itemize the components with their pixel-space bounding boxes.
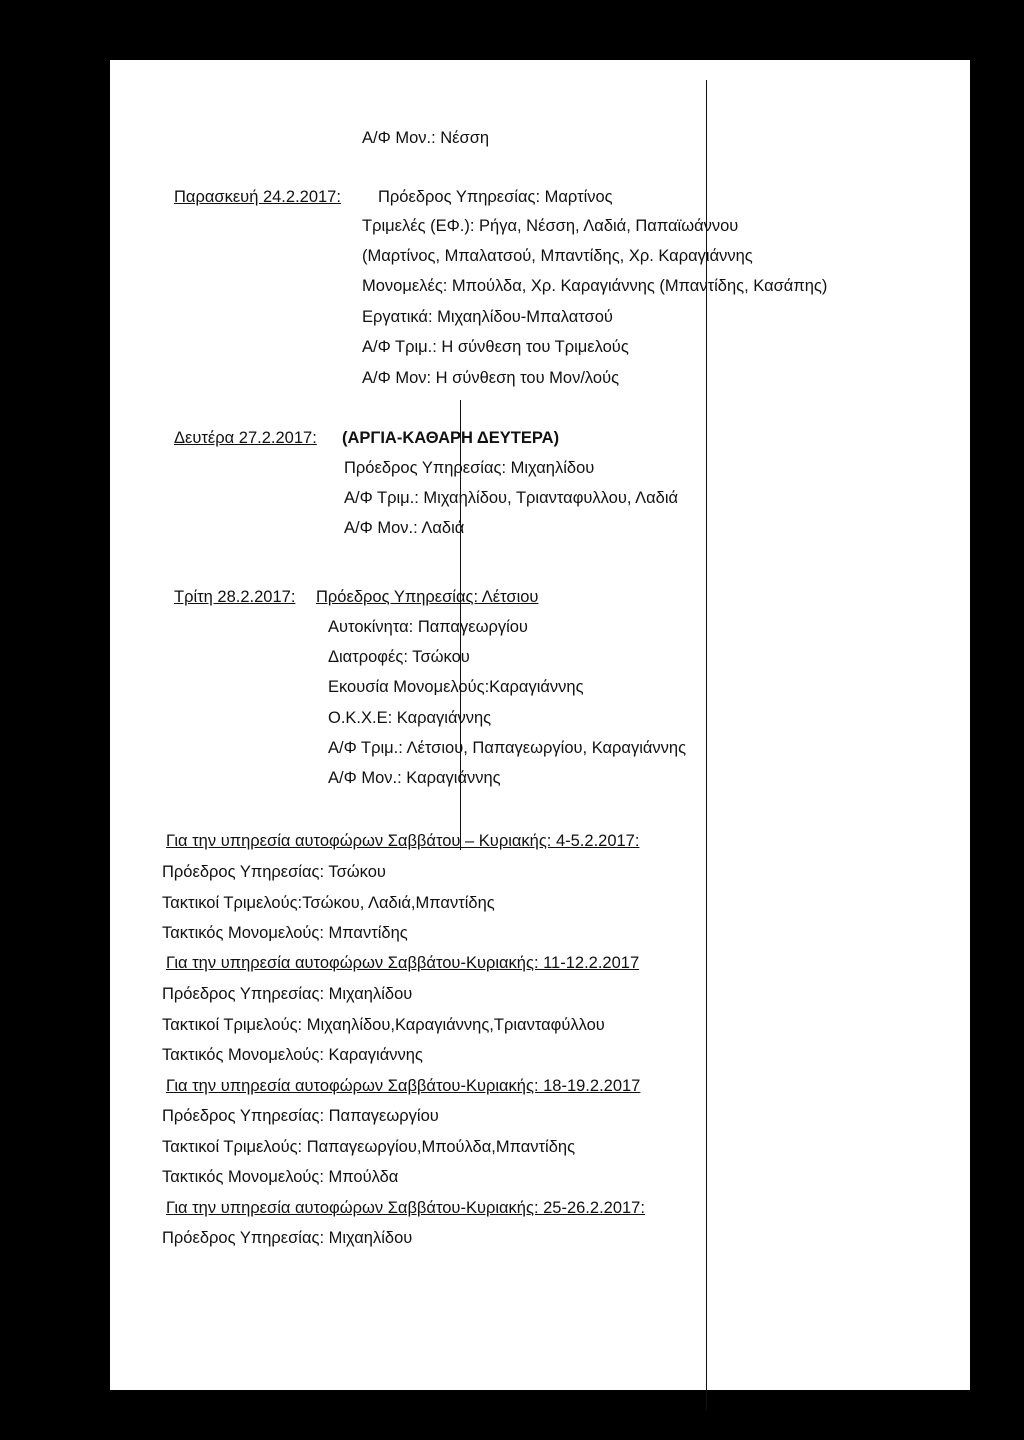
weekend-monomeles: Τακτικός Μονομελούς: Μπαντίδης (162, 924, 408, 942)
tuesday-date: Τρίτη 28.2.2017: (174, 588, 296, 606)
document-page (110, 60, 970, 1390)
tuesday-voluntary: Εκουσία Μονομελούς:Καραγιάννης (328, 678, 584, 696)
weekend-heading: Για την υπηρεσία αυτοφώρων Σαββάτου-Κυριακής: 25-26.2.2017: (166, 1199, 645, 1217)
tuesday-cars: Αυτοκίνητα: Παπαγεωργίου (328, 618, 528, 636)
tuesday-alimony: Διατροφές: Τσώκου (328, 648, 470, 666)
friday-af-trim: Α/Φ Τριμ.: Η σύνθεση του Τριμελούς (362, 338, 629, 356)
tuesday-president: Πρόεδρος Υπηρεσίας: Λέτσιου (316, 588, 539, 606)
weekend-trimeles: Τακτικοί Τριμελούς:Τσώκου, Λαδιά,Μπαντίδης (162, 894, 495, 912)
monday-af-trim: Α/Φ Τριμ.: Μιχαηλίδου, Τριανταφυλλου, Λαδιά (344, 489, 679, 507)
friday-trimeles-cont: (Μαρτίνος, Μπαλατσού, Μπαντίδης, Χρ. Καραγιάννης (362, 247, 753, 265)
tuesday-af-trim: Α/Φ Τριμ.: Λέτσιου, Παπαγεωργίου, Καραγιάννης (328, 739, 687, 757)
header-line: Α/Φ Μον.: Νέσση (362, 129, 490, 147)
monday-holiday: (ΑΡΓΙΑ-ΚΑΘΑΡΗ ΔΕΥΤΕΡΑ) (342, 429, 560, 447)
weekend-president: Πρόεδρος Υπηρεσίας: Μιχαηλίδου (162, 985, 413, 1003)
friday-president: Πρόεδρος Υπηρεσίας: Μαρτίνος (378, 188, 613, 206)
weekend-heading: Για την υπηρεσία αυτοφώρων Σαββάτου – Κυριακής: 4-5.2.2017: (166, 832, 640, 850)
friday-af-mon: Α/Φ Μον: Η σύνθεση του Μον/λούς (362, 369, 620, 387)
weekend-monomeles: Τακτικός Μονομελούς: Καραγιάννης (162, 1046, 423, 1064)
friday-monomeles: Μονομελές: Μπούλδα, Χρ. Καραγιάννης (Μπαντίδης, Κασάπης) (362, 277, 828, 295)
monday-date: Δευτέρα 27.2.2017: (174, 429, 317, 447)
weekend-heading: Για την υπηρεσία αυτοφώρων Σαββάτου-Κυριακής: 18-19.2.2017 (166, 1077, 641, 1095)
tuesday-okxe: Ο.Κ.Χ.Ε: Καραγιάννης (328, 709, 492, 727)
friday-trimeles: Τριμελές (ΕΦ.): Ρήγα, Νέσση, Λαδιά, Παπαϊωάννου (362, 217, 739, 235)
weekend-heading: Για την υπηρεσία αυτοφώρων Σαββάτου-Κυριακής: 11-12.2.2017 (166, 954, 640, 972)
weekend-monomeles: Τακτικός Μονομελούς: Μπούλδα (162, 1168, 399, 1186)
weekend-trimeles: Τακτικοί Τριμελούς: Μιχαηλίδου,Καραγιάννης,Τριανταφύλλου (162, 1016, 605, 1034)
friday-ergatika: Εργατικά: Μιχαηλίδου-Μπαλατσού (362, 308, 613, 326)
weekend-trimeles: Τακτικοί Τριμελούς: Παπαγεωργίου,Μπούλδα,Μπαντίδης (162, 1138, 576, 1156)
weekend-president: Πρόεδρος Υπηρεσίας: Παπαγεωργίου (162, 1107, 439, 1125)
friday-date: Παρασκευή 24.2.2017: (174, 188, 341, 206)
weekend-president: Πρόεδρος Υπηρεσίας: Τσώκου (162, 863, 386, 881)
weekend-president: Πρόεδρος Υπηρεσίας: Μιχαηλίδου (162, 1229, 413, 1247)
monday-af-mon: Α/Φ Μον.: Λαδιά (344, 519, 465, 537)
monday-president: Πρόεδρος Υπηρεσίας: Μιχαηλίδου (344, 459, 595, 477)
tuesday-af-mon: Α/Φ Μον.: Καραγιάννης (328, 769, 501, 787)
